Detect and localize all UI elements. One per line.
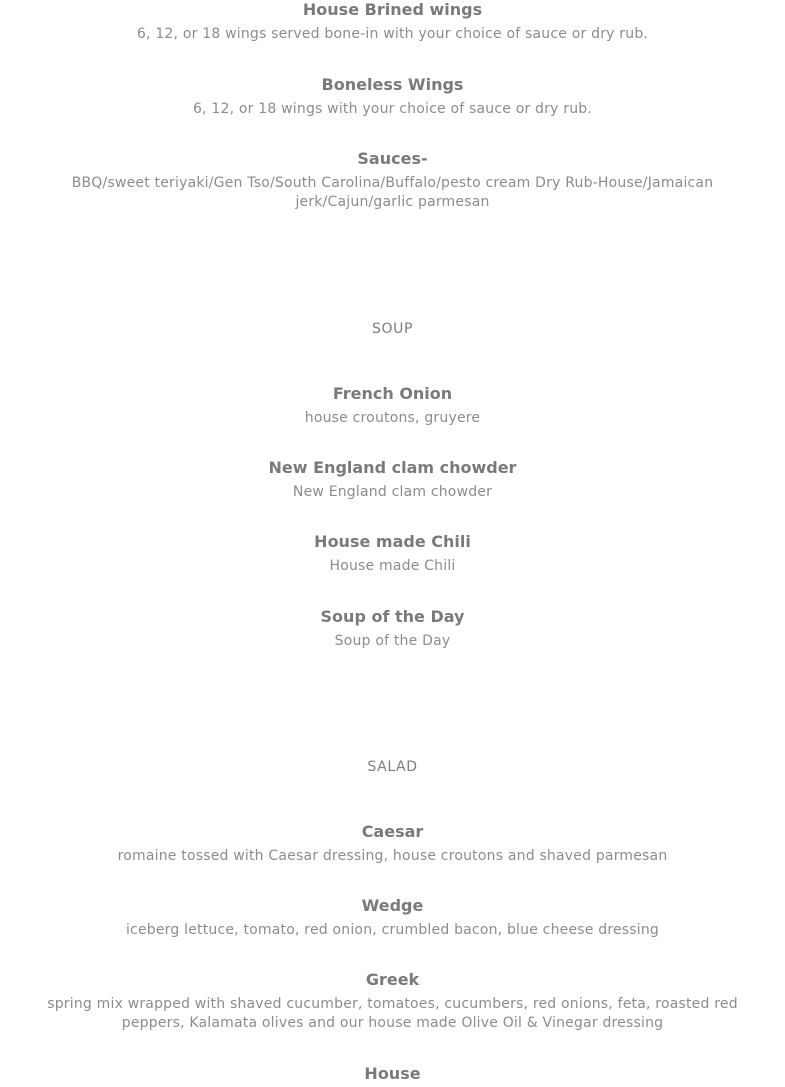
item-name: House Brined wings — [302, 0, 483, 19]
section-title-salad: SALAD — [367, 759, 418, 775]
menu-item-boneless-wings — [40, 75, 745, 119]
menu-item-caesar — [40, 822, 745, 866]
item-description: house croutons, gruyere — [304, 410, 481, 426]
menu-item-house-chili — [40, 532, 745, 576]
menu-item-soup-of-the-day — [40, 607, 745, 651]
item-name: House made Chili — [314, 532, 471, 551]
item-name: Sauces- — [357, 149, 428, 168]
item-description: iceberg lettuce, tomato, red onion, crumbled bacon, blue cheese dressing — [125, 922, 660, 938]
item-name: Wedge — [361, 896, 424, 915]
menu-item-house-salad — [40, 1064, 745, 1084]
item-name: French Onion — [332, 384, 453, 403]
item-name: House — [364, 1064, 421, 1083]
item-description: BBQ/sweet teriyaki/Gen Tso/South Carolina/Buffalo/pesto cream Dry Rub-House/Jamaican jerk/Cajun/garlic parmesan — [71, 175, 714, 210]
section-title-soup: SOUP — [372, 321, 413, 337]
menu-item-wedge — [40, 896, 745, 940]
menu-item-clam-chowder — [40, 458, 745, 502]
item-description: House made Chili — [329, 558, 456, 574]
item-description: New England clam chowder — [292, 484, 493, 500]
item-description: 6, 12, or 18 wings served bone-in with your choice of sauce or dry rub. — [136, 26, 649, 42]
menu-item-house-brined-wings — [40, 0, 745, 44]
menu-item-greek — [40, 970, 745, 1033]
item-name: Soup of the Day — [320, 607, 465, 626]
item-name: New England clam chowder — [268, 458, 517, 477]
item-description: romaine tossed with Caesar dressing, house croutons and shaved parmesan — [117, 848, 668, 864]
item-name: Boneless Wings — [321, 75, 464, 94]
item-description: 6, 12, or 18 wings with your choice of sauce or dry rub. — [192, 101, 593, 117]
item-name: Caesar — [361, 822, 424, 841]
menu-item-french-onion — [40, 384, 745, 428]
item-description: spring mix wrapped with shaved cucumber, tomatoes, cucumbers, red onions, feta, roasted red peppers, Kalamata olives and our house made Olive Oil & Vinegar dressing — [47, 996, 738, 1031]
item-description: Soup of the Day — [334, 633, 451, 649]
item-name: Greek — [365, 970, 420, 989]
menu-item-sauces — [40, 149, 745, 212]
